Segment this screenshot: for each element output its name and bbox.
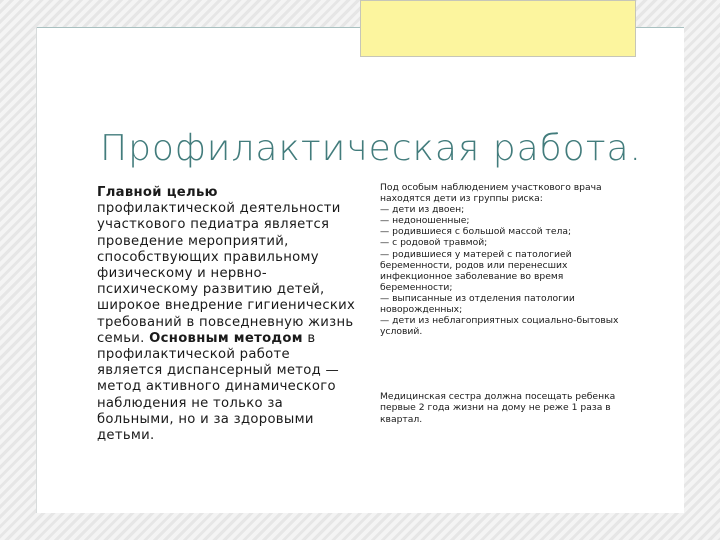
main-method-heading: Основным методом (149, 330, 303, 346)
main-goal-heading: Главной целью (97, 185, 218, 200)
risk-group-list (380, 182, 620, 337)
slide-left-rule (36, 27, 37, 513)
risk-group-item: — выписанные из отделения патологии новорожденных; (380, 292, 575, 316)
main-method-text: в профилактической работе является диспансерный метод — метод активного динамического наблюдения не только за больными, но и за здоровыми детьми. (97, 330, 340, 444)
nurse-visit-note: Медицинская сестра должна посещать ребенка первые 2 года жизни на дому не реже 1 раза в квартал. (380, 391, 616, 425)
main-goal-text: профилактической деятельности участкового педиатра является проведение мероприятий, способствующих правильному физическому и нервно-психическому развитию детей, широкое внедрение гигиенических требований в повседневную жизнь семьи. (97, 201, 356, 346)
risk-group-intro: Под особым наблюдением участкового врача находятся дети из группы риска: (380, 182, 602, 205)
risk-group-item: — с родовой травмой; (380, 237, 488, 249)
left-column-text (97, 185, 359, 444)
risk-group-item: — дети из двоен; (380, 204, 465, 216)
risk-group-item: — дети из неблагоприятных социально-бытовых условий. (380, 315, 619, 338)
accent-rectangle (360, 0, 636, 57)
risk-group-item: — недоношенные; (380, 215, 470, 227)
risk-group-item: — родившиеся с большой массой тела; (380, 226, 572, 238)
slide-title: Профилактическая работа. (100, 128, 642, 169)
risk-group-item: — родившиеся у матерей с патологией беременности, родов или перенесших инфекционное заболевание во время беременности; (380, 248, 572, 293)
